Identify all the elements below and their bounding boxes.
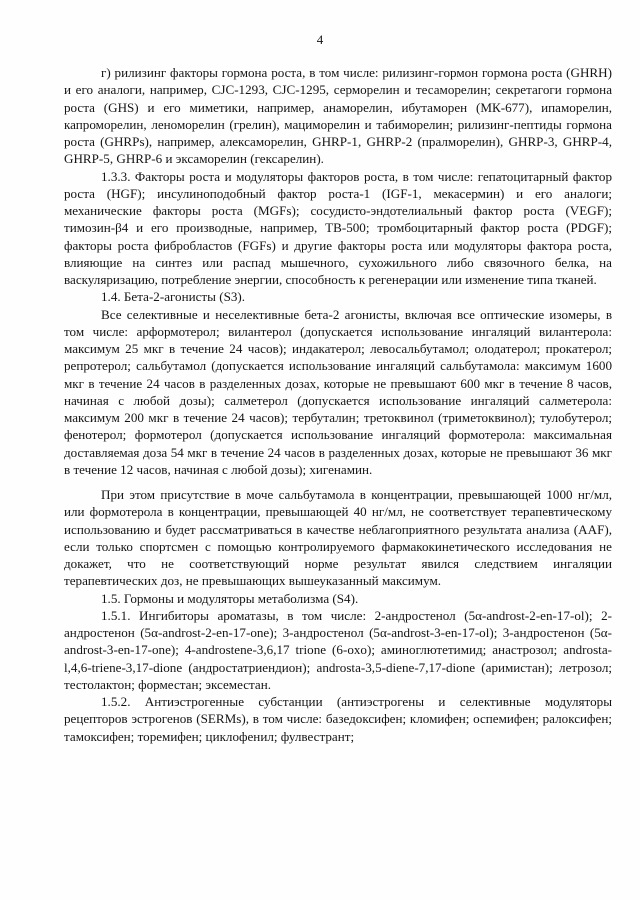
page-number: 4 xyxy=(316,32,324,47)
paragraph-aromatase-inhibitors: 1.5.1. Ингибиторы ароматазы, в том числе: 2-андростенол (5α-androst-2-en-17-ol); 2-андростенон (5α-androst-2-en-17-one); 3-андростенол (5α-androst-3-en-17-ol); 3-андростенон (5α-androst-3-en-17-one); 4-androstene-3,6,17 trione (6-oxo); аминоглютетимид; анастрозол; androsta-l,4,6-triene-3,17-dione (андростатриендион); androsta-3,5-diene-7,17-dione (аримистан); летрозол; тестолактон; форместан; эксеместан. xyxy=(64,607,612,692)
paragraph-beta-2-agonists-list: Все селективные и неселективные бета-2 агонисты, включая все оптические изомеры, в том числе: арформотерол; вилантерол (допускается использование ингаляций вилантерола: максимум 25 мкг в течение 24 часов); индакатерол; левосальбутамол; олодатерол; прокатерол; репротерол; сальбутамол (допускается использование ингаляций сальбутамола: максимум 1600 мкг в течение 24 часов в разделенных дозах, которые не превышают 600 мкг в течение 8 часов, начиная с любой дозы); салметерол (допускается использование ингаляций салметерола: максимум 200 мкг в течение 24 часов); тербуталин; третоквинол (триметоквинол); тулобутерол; фенотерол; формотерол (допускается использование ингаляций формотерола: максимальная доставляемая доза 54 мкг в течение 24 часов в разделенных дозах, которые не превышают 36 мкг в течение 12 часов, начиная с любой дозы); хигенамин. xyxy=(64,306,612,477)
paragraph-growth-factors: 1.3.3. Факторы роста и модуляторы факторов роста, в том числе: гепатоцитарный фактор роста (HGF); инсулиноподобный фактор роста-1 (IGF-1, мекасермин) и его аналоги; механические факторы роста (MGFs); сосудисто-эндотелиальный фактор роста (VEGF); тимозин-β4 и его производные, например, ТВ-500; тромбоцитарный фактор роста (PDGF); факторы роста фибробластов (FGFs) и другие факторы роста или модуляторы фактора роста, влияющие на синтез или распад мышечного, сухожильного либо связочного белка, на васкуляризацию, потребление энергии, способность к регенерации или изменение типа тканей. xyxy=(64,168,612,287)
paragraph-urine-concentration-note: При этом присутствие в моче сальбутамола в концентрации, превышающей 1000 нг/мл, или формотерола в концентрации, превышающей 40 нг/мл, не соответствует терапевтическому использованию и будет рассматриваться в качестве неблагоприятного результата анализа (AAF), если только спортсмен с помощью контролируемого фармакокинетического исследования не докажет, что не соответствующий норме результат явился следствием ингаляции терапевтических доз, не превышающих вышеуказанный максимум. xyxy=(64,487,612,589)
section-heading-beta-2-agonists: 1.4. Бета-2-агонисты (S3). xyxy=(101,289,246,305)
section-heading-hormone-metabolic-modulators: 1.5. Гормоны и модуляторы метаболизма (S4). xyxy=(101,590,359,606)
paragraph-growth-hormone-releasing-factors: г) рилизинг факторы гормона роста, в том числе: рилизинг-гормон гормона роста (GHRH) и его аналоги, например, CJC-1293, CJC-1295, серморелин и тесаморелин; секретагоги гормона роста (GHS) и его миметики, например, анаморелин, ибутаморен (МК-677), ипаморелин, капроморелин, леноморелин (грелин), мациморелин и табиморелин; рилизинг-пептиды гормона роста (GHRPs), например, алексаморелин, GHRP-1, GHRP-2 (пралморелин), GHRP-3, GHRP-4, GHRP-5, GHRP-6 и эксаморелин (гексарелин). xyxy=(64,65,612,167)
paragraph-anti-estrogenic-substances: 1.5.2. Антиэстрогенные субстанции (антиэстрогены и селективные модуляторы рецепторов эстрогенов (SERMs), в том числе: базедоксифен; кломифен; оспемифен; ралоксифен; тамоксифен; торемифен; циклофенил; фулвестрант; xyxy=(64,694,612,744)
document-body xyxy=(64,64,612,745)
